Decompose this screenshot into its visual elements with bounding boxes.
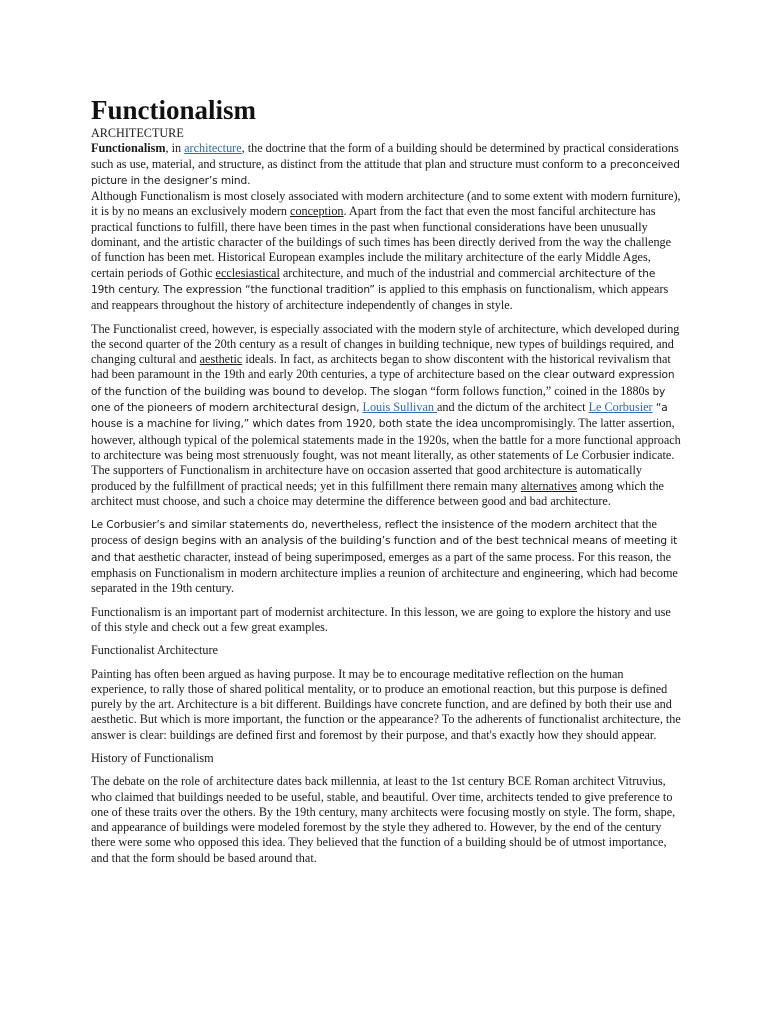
intro-lead: Functionalism — [91, 141, 166, 156]
p2-text-1: The Functionalist creed, however, is especially associated with the modern style of architecture, which developed during the second quarter of the 20th century as a result of changes in building technique, new types of buildings required, and changing cultural and — [91, 321, 680, 367]
document-page — [91, 95, 681, 866]
p1-text-5: applied to this emphasis on functionalism, which appears and reappears throughout the history of architecture independently of changes in style. — [91, 281, 669, 313]
p3-text-1: Le Corbusier’s and similar statements do, nevertheless, reflect the insistence of the modern archi — [91, 519, 600, 532]
p3-text-4: aesthetic character, instead of being superimposed, emerges as a part of the same process. For this reason, the emphasis on Functionalism in modern architecture implies a reunion of architecture and engineering, which had become separated in the 19th century. — [91, 549, 678, 596]
p3-text-2: tect that the process — [91, 517, 657, 548]
paragraph-6: The debate on the role of architecture dates back millennia, at least to the 1st century BCE Roman architect Vitruvius, who claimed that buildings needed to be useful, stable, and beautiful. Over time, architects tended to give preference to one of these traits over the others. By the 19th century, many architects were focusing mostly on style. The form, shape, and appearance of buildings were modeled foremost by the style they adhered to. However, by the end of the century there were some who opposed this idea. They believed that the function of a building should be of utmost importance, and that the form should be based around that. — [91, 774, 676, 865]
p2-text-7: and the dictum of the architect — [437, 400, 589, 415]
intro-text-2: , the doctrine that the form of a building should be determined by practical considerations such as use, material, and structure, as distinct from the attitude that plan and structure must conform — [91, 141, 679, 171]
intro-text-3: to a preconceived picture in the designer’s mind. — [91, 158, 680, 187]
p1-text-4: architecture of the 19th century. The expression “the functional tradition” is — [91, 267, 656, 296]
intro-text-1: , in — [165, 141, 185, 156]
ecclesiastical-link[interactable]: ecclesiastical — [215, 265, 280, 280]
paragraph-2 — [91, 322, 681, 510]
louis-sullivan-link[interactable]: Louis Sullivan — [362, 400, 437, 415]
p2-text-9: uncompromisingly. The latter assertion, however, although typical of the polemical statements made in the 1920s, when the battle for a more functional approach to architecture was being most strenuously fought, was not meant literally, as other statements of Le Corbusier indicate. The supporters of Functionalism in architecture have on occasion asserted that good architecture is automatically produced by the fulfillment of practical needs; yet in this fulfillment there remain many — [91, 416, 681, 493]
p3-text-3: of design begins with an analysis of the building’s function and of the best technical means of meeting it and that — [91, 535, 678, 564]
architecture-link[interactable]: architecture — [184, 141, 242, 156]
p1-text-1: Although Functionalism is most closely associated with modern architecture (and to some extent with modern furniture), it is by no means an exclusively modern — [91, 189, 681, 219]
conception-link[interactable]: conception — [290, 204, 344, 219]
p2-text-3: the clear outward expression of the function of the building was bound to develop. The slogan — [91, 369, 675, 398]
heading-history-of-functionalism: History of Functionalism — [91, 750, 214, 765]
le-corbusier-link[interactable]: Le Corbusier — [588, 400, 653, 415]
paragraph-1 — [91, 189, 681, 313]
p2-text-10: among which the architect must choose, and such a choice may determine the difference between good and bad architecture. — [91, 478, 664, 508]
alternatives-link[interactable]: alternatives — [520, 478, 577, 493]
p2-text-4: “form follows function,” coined in the 1880s — [427, 383, 653, 398]
paragraph-3 — [91, 517, 681, 596]
p1-text-3: architecture, and much of the industrial and commercial — [279, 265, 559, 280]
paragraph-4: Functionalism is an important part of modernist architecture. In this lesson, we are going to explore the history and use of this style and check out a few great examples. — [91, 604, 671, 634]
p2-text-5: by one of the pioneers of modern architectural design, — [91, 385, 666, 415]
page-title: Functionalism — [91, 95, 257, 125]
p2-text-2: ideals. In fact, as architects began to show discontent with the historical revivalism that had been paramount in the 19th and early 20th centuries, a type of architecture based on — [91, 352, 671, 382]
intro-paragraph — [91, 141, 681, 189]
p2-text-8: “a house is a machine for living,” which dates from 1920, both state the idea — [91, 402, 668, 431]
section-label: ARCHITECTURE — [91, 126, 184, 140]
paragraph-5: Painting has often been argued as having purpose. It may be to encourage meditative reflection on the human experience, to rally those of shared political mentality, or to produce an emotional reaction, but this purpose is defined purely by the art. Architecture is a bit different. Buildings have concrete function, and are defined by both their use and aesthetic. But which is more important, the function or the appearance? To the adherents of functionalist architecture, the answer is clear: buildings are defined first and foremost by their purpose, and that's exactly how they should appear. — [91, 666, 681, 742]
aesthetic-link[interactable]: aesthetic — [199, 352, 243, 367]
p1-text-2: . Apart from the fact that even the most fanciful architecture has practical functions to fulfill, there have been times in the past when functional considerations have been unusually dominant, and the artistic character of the buildings of such times has been directly derived from the way the challenge of function has been met. Historical European examples include the military architecture of the early Middle Ages, certain periods of Gothic — [91, 204, 672, 280]
heading-functionalist-architecture: Functionalist Architecture — [91, 643, 218, 658]
